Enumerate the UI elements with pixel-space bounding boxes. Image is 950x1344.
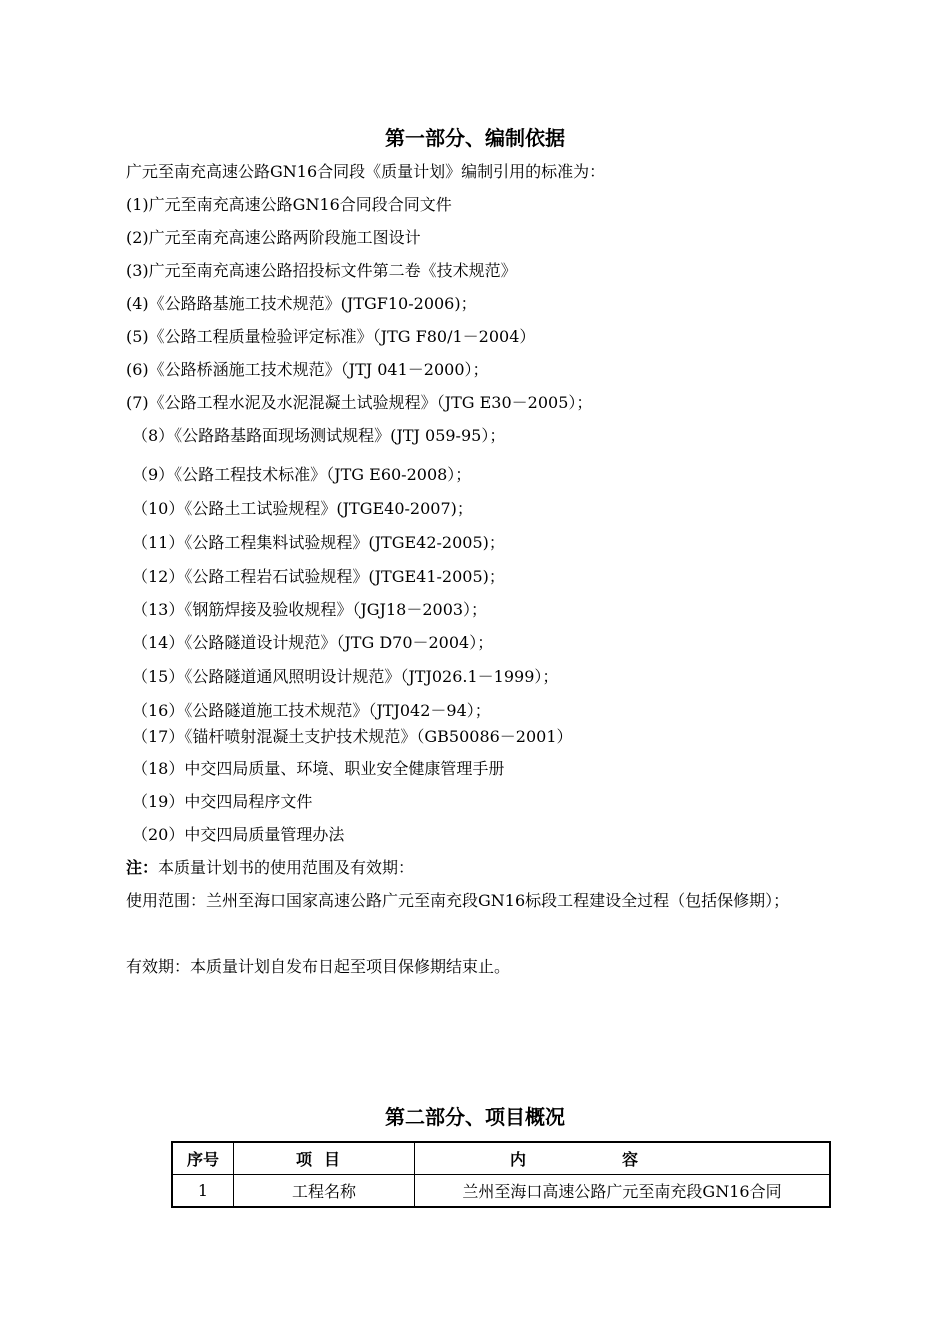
intro-text: 广元至南充高速公路GN16合同段《质量计划》编制引用的标准为： <box>126 162 606 181</box>
standard-item-16: （16）《公路隧道施工技术规范》（JTJ042－94）； <box>132 701 491 720</box>
cell-content: 兰州至海口高速公路广元至南充段GN16合同 <box>415 1175 831 1208</box>
header-item: 项目 <box>234 1142 415 1175</box>
note-text: 本质量计划书的使用范围及有效期： <box>158 858 415 877</box>
validity-text: 有效期：本质量计划自发布日起至项目保修期结束止。 <box>126 957 511 976</box>
standard-item-14: （14）《公路隧道设计规范》（JTG D70－2004）； <box>132 633 494 652</box>
header-content: 内容 <box>415 1142 831 1175</box>
standard-item-17: （17）《锚杆喷射混凝土支护技术规范》（GB50086－2001） <box>132 727 573 746</box>
project-overview-table <box>171 1141 831 1208</box>
standard-item-11: （11）《公路工程集料试验规程》(JTGE42-2005)； <box>132 533 505 552</box>
standard-item-12: （12）《公路工程岩石试验规程》(JTGE41-2005)； <box>132 567 505 586</box>
standard-item-10: （10）《公路土工试验规程》(JTGE40-2007)； <box>132 499 473 518</box>
note-line <box>126 857 414 879</box>
standard-item-20: （20）中交四局质量管理办法 <box>132 825 345 844</box>
standard-item-3: (3)广元至南充高速公路招投标文件第二卷《技术规范》 <box>126 261 517 280</box>
standard-item-1: (1)广元至南充高速公路GN16合同段合同文件 <box>126 195 452 214</box>
table-header-row <box>172 1142 830 1175</box>
standard-item-9: （9）《公路工程技术标准》（JTG E60-2008）； <box>132 465 472 484</box>
header-number: 序号 <box>172 1142 234 1175</box>
standard-item-7: (7)《公路工程水泥及水泥混凝土试验规程》（JTG E30－2005）； <box>126 393 593 412</box>
part2-title: 第二部分、项目概况 <box>385 1105 565 1129</box>
scope-text: 使用范围：兰州至海口国家高速公路广元至南充段GN16标段工程建设全过程（包括保修期）； <box>126 891 790 910</box>
standard-item-8: （8）《公路路基路面现场测试规程》(JTJ 059-95）； <box>132 426 506 445</box>
standard-item-5: (5)《公路工程质量检验评定标准》（JTG F80/1－2004） <box>126 327 536 346</box>
table-row <box>172 1175 830 1208</box>
standard-item-13: （13）《钢筋焊接及验收规程》（JGJ18－2003）； <box>132 600 488 619</box>
standard-item-6: (6)《公路桥涵施工技术规范》（JTJ 041－2000）； <box>126 360 489 379</box>
cell-item: 工程名称 <box>234 1175 415 1208</box>
part1-title: 第一部分、编制依据 <box>385 126 565 150</box>
standard-item-18: （18）中交四局质量、环境、职业安全健康管理手册 <box>132 759 505 778</box>
standard-item-2: (2)广元至南充高速公路两阶段施工图设计 <box>126 228 421 247</box>
note-label: 注： <box>126 858 159 877</box>
standard-item-19: （19）中交四局程序文件 <box>132 792 313 811</box>
standard-item-15: （15）《公路隧道通风照明设计规范》（JTJ026.1－1999）； <box>132 667 559 686</box>
cell-number: 1 <box>172 1175 234 1208</box>
standard-item-4: (4)《公路路基施工技术规范》(JTGF10-2006)； <box>126 294 477 313</box>
